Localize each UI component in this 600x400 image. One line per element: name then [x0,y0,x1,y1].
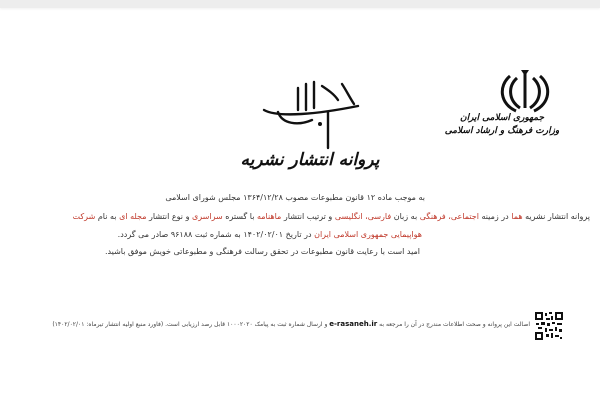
publication-field: اجتماعی، فرهنگی [419,212,479,221]
ministry-name [440,112,564,138]
license-details-line-1: پروانه انتشار نشریه هما در زمینه اجتماعی، فرهنگی به زبان فارسی، انگلیسی و ترتیب انتشار ماهنامه با گستره سراسری و نوع انتشار مجله ای به نام شرکت [72,212,590,221]
page-title: پروانه انتشار نشریه [240,150,380,170]
iran-emblem-icon [490,68,560,114]
publication-scope: سراسری [191,212,223,221]
closing-line: امید است با رعایت قانون مطبوعات در تحقق رسالت فرهنگی و مطبوعاتی خویش موفق باشید. [104,247,420,256]
qr-code-icon [534,311,564,341]
verification-site-link[interactable]: e-rasaneh.ir [329,320,378,328]
publication-name: هما [511,212,523,221]
publisher-name-part2: هواپیمایی جمهوری اسلامی ایران [314,230,422,239]
publication-type: مجله ای [119,212,147,221]
viewer-top-bar [0,0,600,8]
publication-language: فارسی، انگلیسی [334,212,392,221]
verification-footer: اصالت این پروانه و صحت اطلاعات مندرج در آن را مرجعه به e-rasaneh.ir و ارسال شماره ثبت به پیامک ۱۰۰۰۲۰۲۰ قابل رصد ارزیابی است. (فاورد منبع اولیه انتشار تیرماه: ۱۴۰۲/۰۲/۰۱) [52,320,530,328]
license-details-line-2: هواپیمایی جمهوری اسلامی ایران در تاریخ ۱۴۰۲/۰۲/۰۱ به شماره ثبت ۹۶۱۸۸ صادر می گردد. [117,230,422,239]
legal-basis-line: به موجب ماده ۱۲ قانون مطبوعات مصوب ۱۳۶۴/۱۲/۲۸ مجلس شورای اسلامی [165,193,425,202]
publisher-name-part1: شرکت [72,212,96,221]
ministry-line-1: جمهوری اسلامی ایران [459,113,545,123]
ministry-line-2: وزارت فرهنگ و ارشاد اسلامی [444,126,560,136]
publication-frequency: ماهنامه [256,212,282,221]
bismillah-calligraphy-icon [258,80,368,150]
